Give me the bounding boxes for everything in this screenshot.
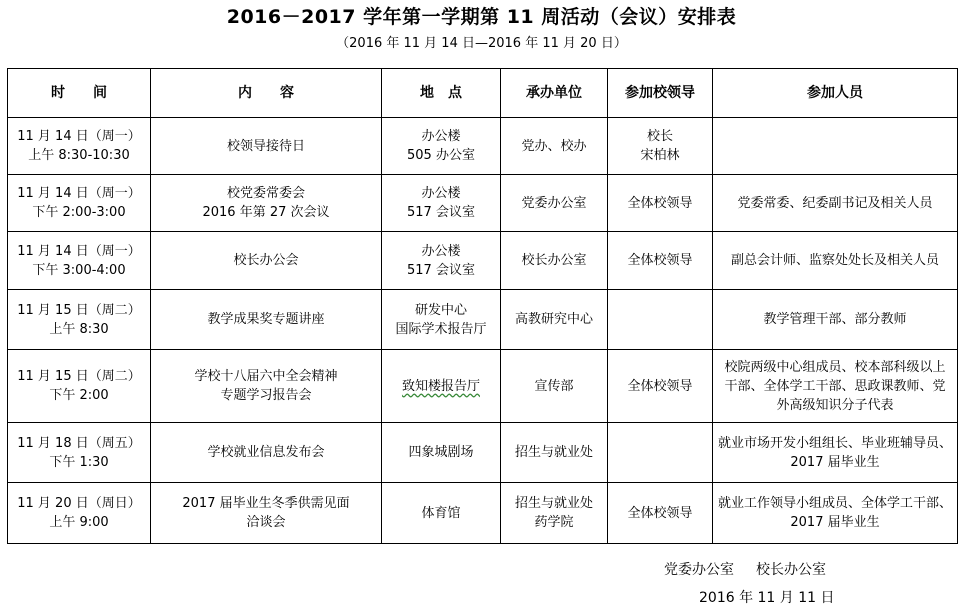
location-line: 研发中心 [414,302,467,318]
location-line: 体育馆 [421,505,461,521]
leader-line: 全体校领导 [627,195,693,211]
participants-line: 干部、全体学工干部、思政课教师、党 [724,378,946,394]
header-time: 时 间 [8,69,151,118]
time-range: 下午 2:00 [49,388,109,403]
time-range: 下午 1:30 [49,454,109,470]
content-cell [151,232,382,290]
content-line: 校长办公会 [233,253,299,268]
signature-offices [664,561,826,579]
location-line: 505 办公室 [407,148,475,163]
header-organizer: 承办单位 [501,69,608,118]
leader-cell [608,423,713,483]
content-line: 教学成果奖专题讲座 [207,312,325,327]
organizer-line: 药学院 [534,515,574,530]
organizer-cell [501,290,608,350]
table-row [8,232,958,290]
time-cell [8,423,151,483]
signature-date: 2016 年 11 月 11 日 [699,590,835,606]
time-date: 11 月 15 日（周二） [17,369,141,384]
location-cell [382,232,501,290]
organizer-cell [501,118,608,175]
header-row [8,69,958,118]
time-date: 11 月 18 日（周五） [17,435,141,451]
location-cell [382,350,501,423]
content-line: 校领导接待日 [226,138,305,154]
leader-line: 全体校领导 [627,505,693,521]
content-cell [151,290,382,350]
location-line: 517 会议室 [407,205,475,220]
organizer-cell [501,423,608,483]
participants-cell [713,175,958,232]
time-range: 上午 9:00 [49,515,109,530]
participants-line: 党委常委、纪委副书记及相关人员 [737,195,933,211]
organizer-line: 宣传部 [534,378,574,394]
location-line: 办公楼 [421,243,461,259]
participants-cell [713,118,958,175]
location-cell [382,290,501,350]
location-line: 四象城剧场 [408,445,474,460]
content-cell [151,483,382,544]
time-cell [8,290,151,350]
organizer-cell [501,483,608,544]
organizer-line: 校长办公室 [521,253,587,268]
time-date: 11 月 14 日（周一） [17,186,141,201]
participants-line: 就业工作领导小组成员、全体学工干部、 [717,496,952,511]
signature-office-party: 党委办公室 [664,562,734,578]
time-cell [8,232,151,290]
time-date: 11 月 14 日（周一） [17,129,141,144]
participants-line: 教学管理干部、部分教师 [763,312,907,327]
location-cell [382,118,501,175]
time-range: 上午 8:30 [49,321,109,337]
participants-line: 校院两级中心组成员、校本部科级以上 [724,359,946,375]
content-line: 洽谈会 [246,515,286,530]
time-cell [8,118,151,175]
header-participants: 参加人员 [713,69,958,118]
content-line: 专题学习报告会 [220,388,312,403]
location-line: 办公楼 [421,129,461,144]
organizer-line: 高教研究中心 [514,312,593,327]
leader-line: 全体校领导 [627,253,693,268]
organizer-cell [501,350,608,423]
participants-cell [713,483,958,544]
content-cell [151,350,382,423]
table-row [8,118,958,175]
header-leader: 参加校领导 [608,69,713,118]
leader-cell [608,350,713,423]
participants-cell [713,290,958,350]
time-range: 上午 8:30-10:30 [28,148,130,163]
date-range-subtitle: （2016 年 11 月 14 日—2016 年 11 月 20 日） [336,36,627,51]
content-cell [151,175,382,232]
organizer-cell [501,175,608,232]
content-cell [151,118,382,175]
location-line: 517 会议室 [407,262,475,278]
organizer-cell [501,232,608,290]
participants-line: 就业市场开发小组组长、毕业班辅导员、 [717,435,952,451]
leader-line: 宋柏林 [640,148,680,163]
location-cell [382,423,501,483]
content-line: 2016 年第 27 次会议 [202,205,330,220]
leader-cell [608,483,713,544]
location-cell [382,483,501,544]
time-cell [8,350,151,423]
organizer-line: 招生与就业处 [514,445,593,460]
location-cell [382,175,501,232]
time-cell [8,483,151,544]
content-line: 学校十八届六中全会精神 [194,369,338,384]
participants-line: 2017 届毕业生 [790,515,880,530]
content-line: 2017 届毕业生冬季供需见面 [182,496,350,511]
content-line: 学校就业信息发布会 [207,445,325,460]
participants-line: 副总会计师、监察处处长及相关人员 [730,253,939,268]
time-date: 11 月 15 日（周二） [17,302,141,318]
location-line: 办公楼 [421,186,461,201]
participants-cell [713,232,958,290]
location-line: 国际学术报告厅 [395,321,487,337]
participants-line: 外高级知识分子代表 [776,397,894,413]
signature-office-president: 校长办公室 [756,562,826,578]
organizer-line: 招生与就业处 [514,496,593,511]
time-cell [8,175,151,232]
time-date: 11 月 20 日（周日） [17,496,141,511]
table-row [8,483,958,544]
header-location: 地 点 [382,69,501,118]
organizer-line: 党委办公室 [521,195,587,211]
leader-cell [608,175,713,232]
organizer-line: 党办、校办 [521,138,587,154]
leader-cell [608,118,713,175]
table-row [8,290,958,350]
header-content: 内 容 [151,69,382,118]
leader-line: 全体校领导 [627,378,693,394]
content-line: 校党委常委会 [226,186,305,201]
page-title: 2016－2017 学年第一学期第 11 周活动（会议）安排表 [226,6,737,28]
leader-line: 校长 [646,129,673,144]
participants-cell [713,423,958,483]
time-range: 下午 2:00-3:00 [32,205,126,220]
schedule-table [7,68,958,544]
leader-cell [608,290,713,350]
table-row [8,175,958,232]
time-date: 11 月 14 日（周一） [17,243,141,259]
time-range: 下午 3:00-4:00 [32,262,126,278]
participants-cell [713,350,958,423]
participants-line: 2017 届毕业生 [790,454,880,470]
table-row [8,423,958,483]
location-line: 致知楼报告厅 [401,378,480,394]
content-cell [151,423,382,483]
table-row [8,350,958,423]
leader-cell [608,232,713,290]
